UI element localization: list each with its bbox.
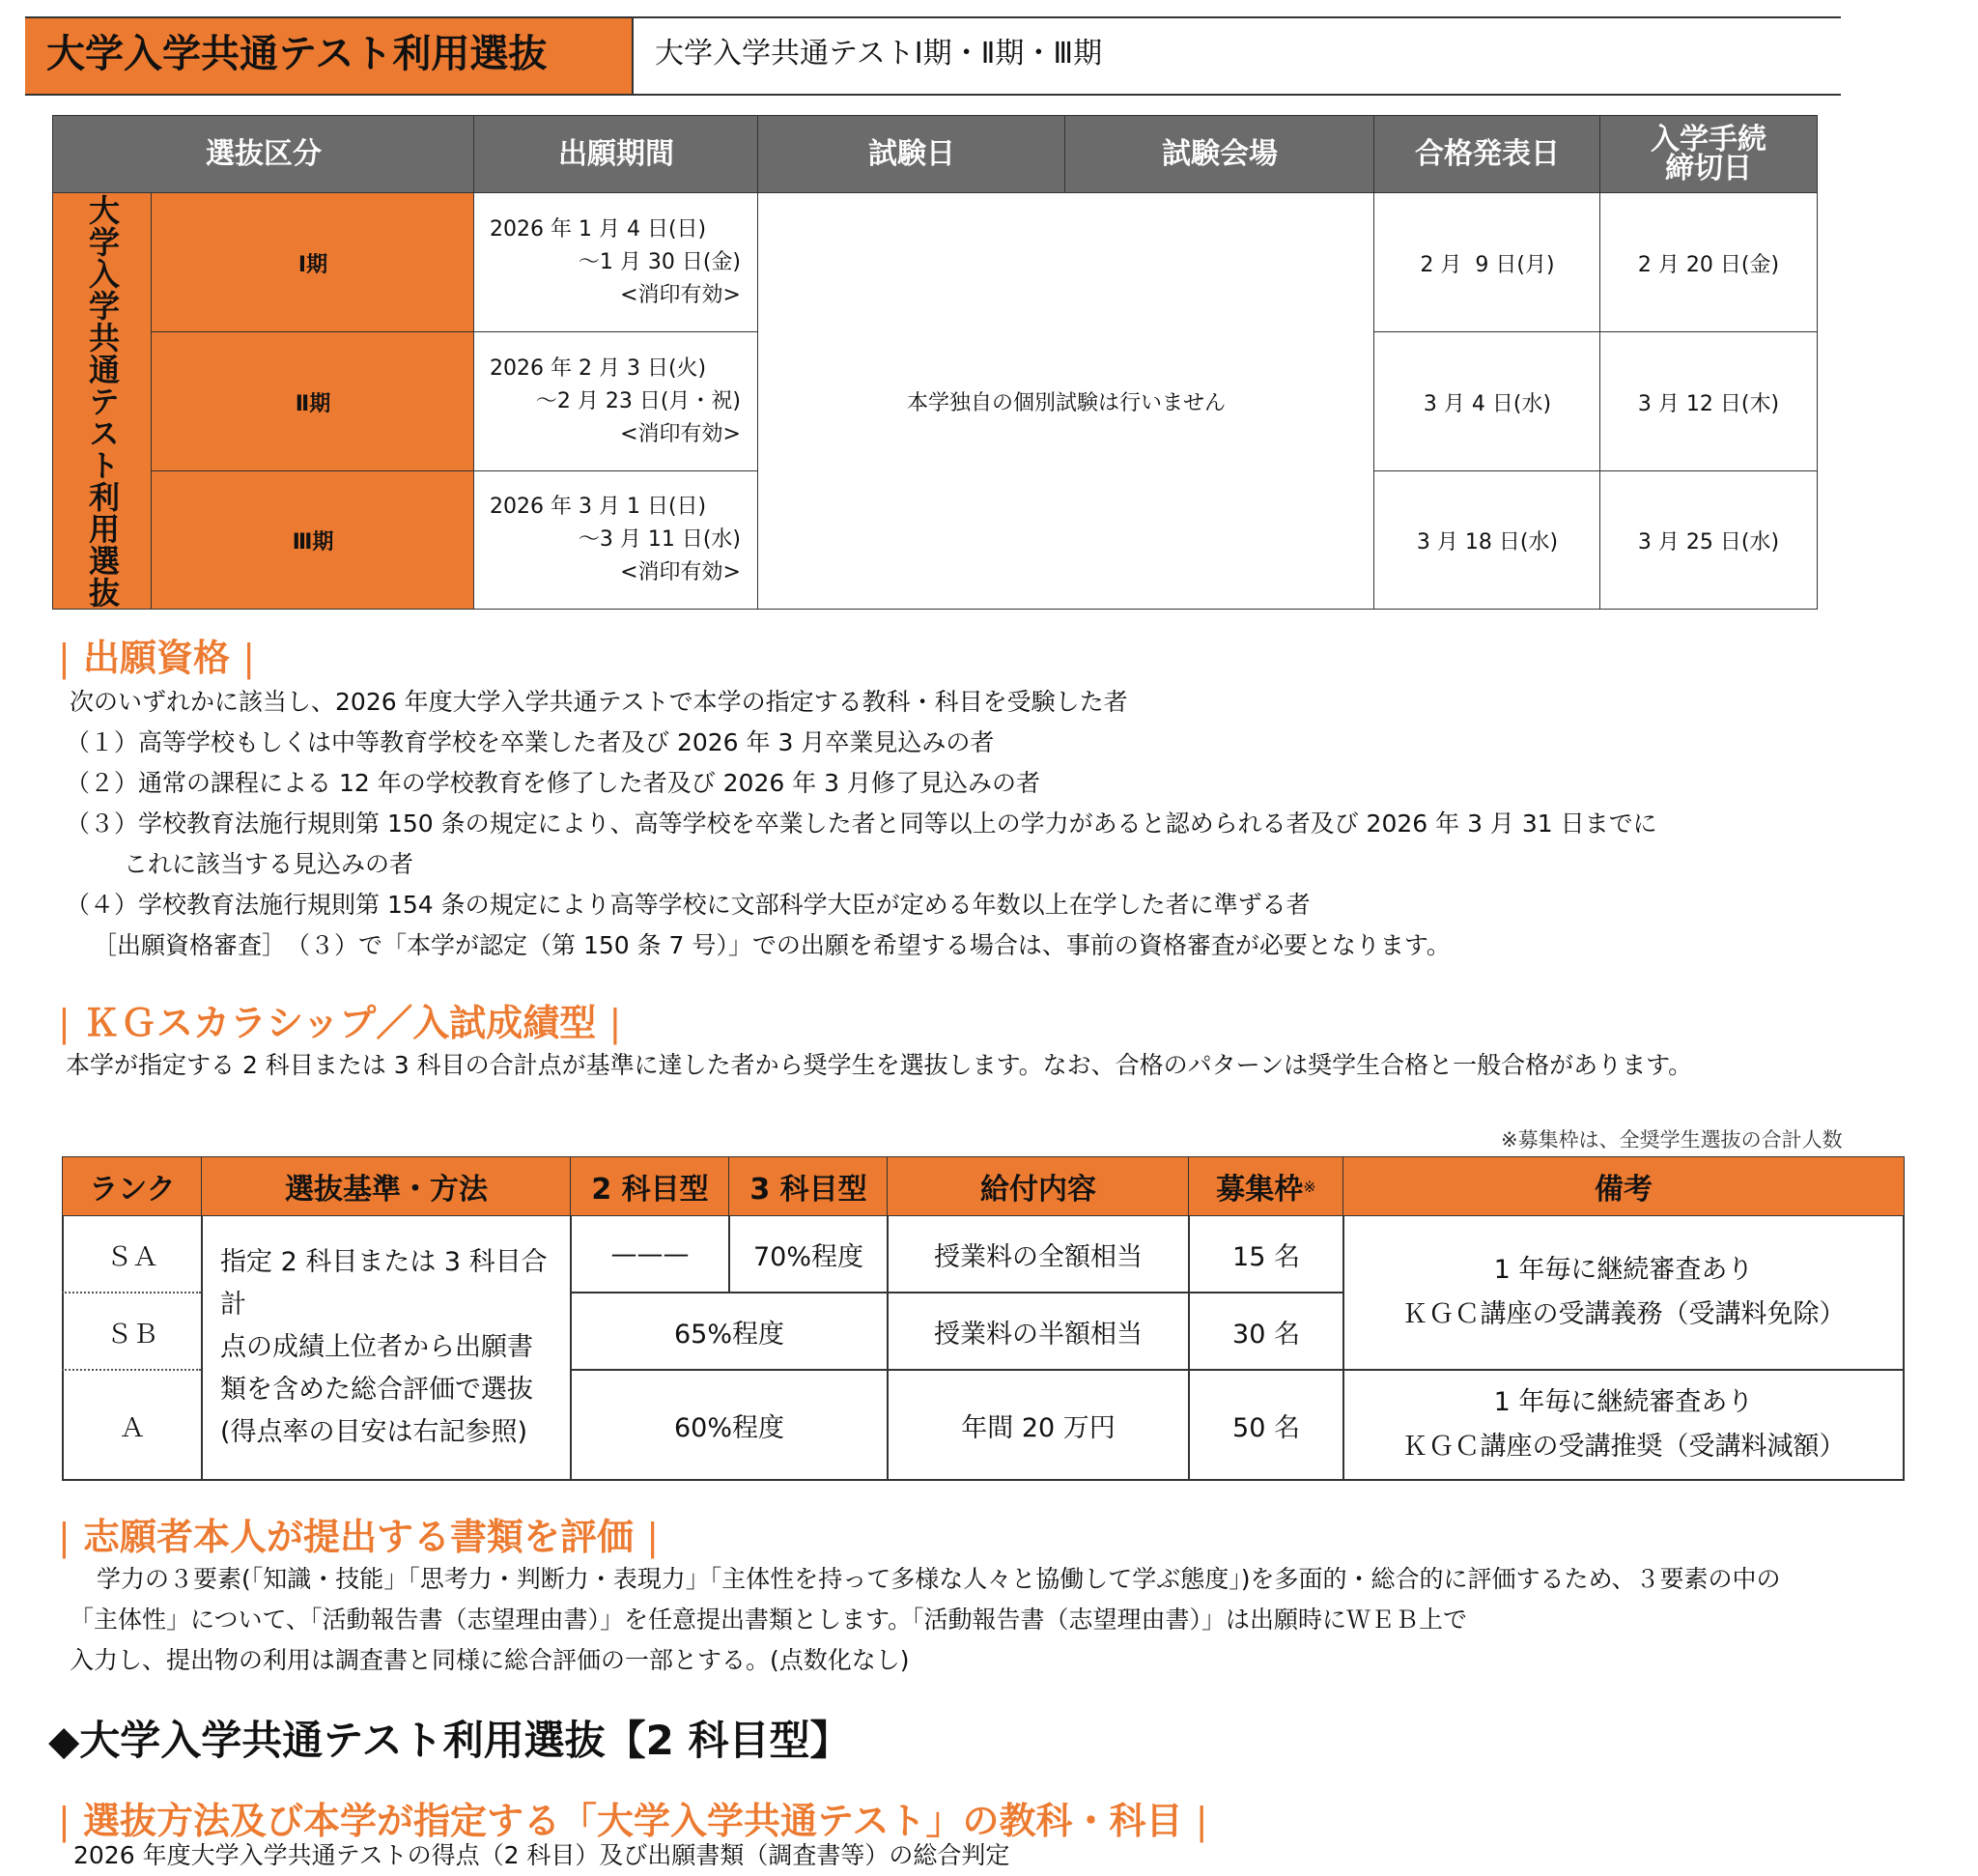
remark-line: 1 年毎に継続審査あり [1493, 1387, 1754, 1417]
documents-heading [58, 1515, 659, 1559]
rank-sa: ＳＡ [64, 1216, 201, 1292]
header-selection-category: 選抜区分 [52, 115, 475, 194]
application-period-1 [473, 192, 759, 333]
postmark-note-3: <消印有効> [620, 560, 741, 584]
remark-line: ＫＧＣ講座の受講義務（受講料免除） [1401, 1299, 1846, 1329]
col-remarks: 備考 [1342, 1156, 1905, 1216]
header-enrollment-deadline: 入学手続 締切日 [1599, 115, 1818, 194]
criteria-line: (得点率の目安は右記参照) [220, 1417, 528, 1447]
exam-note: 本学独自の個別試験は行いません [906, 390, 1226, 415]
exam-note-cell [757, 192, 1375, 610]
header-result-date: 合格発表日 [1373, 115, 1601, 194]
scholarship-heading-text: ＫＧスカラシップ／入試成績型 [83, 1002, 597, 1044]
sa-three-subject: 70%程度 [730, 1216, 887, 1292]
sb-quota: 30 名 [1190, 1293, 1342, 1369]
result-date-3: 3 月 18 日(水) [1373, 470, 1601, 610]
criteria-line: 点の成績上位者から出願書 [220, 1332, 533, 1362]
header-application-period: 出願期間 [473, 115, 759, 194]
apply-start-1: 2026 年 1 月 4 日(日) [490, 217, 707, 242]
eligibility-item-3: （３）学校教育法施行規則第 150 条の規定により、高等学校を卒業した者と同等以上の学力があると認められる者及び 2026 年 3 月 31 日までに [66, 810, 1657, 838]
scholarship-description: 本学が指定する 2 科目または 3 科目の合計点が基準に達した者から奨学生を選抜します。なお、合格のパターンは奨学生合格と一般合格があります。 [66, 1051, 1693, 1079]
two-subject-text: 2026 年度大学入学共通テストの得点（2 科目）及び出願書類（調査書等）の総合判定 [73, 1841, 1010, 1869]
sa-benefit: 授業料の全額相当 [889, 1216, 1188, 1292]
deadline-1: 2 月 20 日(金) [1599, 192, 1818, 333]
criteria-line: 類を含めた総合評価で選抜 [220, 1375, 533, 1405]
remark-line: ＫＧＣ講座の受講推奨（受講料減額） [1401, 1432, 1846, 1462]
eligibility-heading [58, 636, 255, 680]
deadline-2: 3 月 12 日(木) [1599, 331, 1818, 472]
apply-end-3: ～3 月 11 日(水) [578, 527, 741, 552]
result-date-2: 3 月 4 日(水) [1373, 331, 1601, 472]
a-score-rate: 60%程度 [572, 1371, 887, 1479]
col-two-subject: 2 科目型 [570, 1156, 730, 1216]
quota-footnote-mark: ※ [1303, 1177, 1316, 1196]
apply-start-2: 2026 年 2 月 3 日(火) [490, 356, 707, 381]
rank-sb: ＳＢ [64, 1293, 201, 1369]
header-exam-date: 試験日 [757, 115, 1066, 194]
apply-start-3: 2026 年 3 月 1 日(日) [490, 495, 707, 519]
two-subject-subheading-text: 選抜方法及び本学が指定する「大学入学共通テスト」の教科・科目 [83, 1800, 1183, 1842]
result-date-1: 2 月 9 日(月) [1373, 192, 1601, 333]
sa-quota: 15 名 [1190, 1216, 1342, 1292]
col-benefit: 給付内容 [887, 1156, 1190, 1216]
table-border [62, 1479, 1905, 1481]
heading-bar-left: | [58, 1516, 71, 1558]
remark-sa-sb [1344, 1216, 1903, 1369]
two-subject-heading: ◆大学入学共通テスト利用選抜【2 科目型】 [48, 1717, 851, 1764]
documents-line-2: 「主体性」について、「活動報告書（志望理由書）」を任意提出書類とします。「活動報告書（志望理由書）」は出願時にＷＥＢ上で [70, 1606, 1468, 1634]
header-exam-venue: 試験会場 [1064, 115, 1375, 194]
criteria-line: 指定 2 科目または 3 科目合計 [220, 1247, 548, 1320]
sb-score-rate: 65%程度 [572, 1293, 887, 1369]
documents-heading-text: 志願者本人が提出する書類を評価 [83, 1516, 635, 1558]
heading-bar-right: | [242, 637, 256, 679]
col-criteria: 選抜基準・方法 [201, 1156, 572, 1216]
scholarship-footnote: ※募集枠は、全奨学生選抜の合計人数 [1501, 1128, 1843, 1151]
heading-bar-left: | [58, 1800, 71, 1842]
scholarship-heading [58, 1001, 621, 1045]
eligibility-item-4: （４）学校教育法施行規則第 154 条の規定により高等学校に文部科学大臣が定める年数以上在学した者に準ずる者 [66, 891, 1311, 919]
remark-line: 1 年毎に継続審査あり [1493, 1255, 1754, 1285]
heading-bar-right: | [608, 1002, 622, 1044]
documents-line-1: 学力の３要素(「知識・技能」「思考力・判断力・表現力」「主体性を持って多様な人々と協働して学ぶ態度」)を多面的・総合的に評価するため、３要素の中の [97, 1565, 1781, 1593]
col-three-subject: 3 科目型 [728, 1156, 889, 1216]
a-benefit: 年間 20 万円 [889, 1371, 1188, 1479]
col-quota-label: 募集枠 [1216, 1173, 1304, 1207]
apply-end-1: ～1 月 30 日(金) [578, 250, 741, 274]
eligibility-item-3-cont: これに該当する見込みの者 [124, 850, 414, 878]
page-subtitle: 大学入学共通テストⅠ期・Ⅱ期・Ⅲ期 [655, 37, 1103, 71]
col-quota [1188, 1156, 1344, 1216]
heading-bar-left: | [58, 637, 71, 679]
scholarship-table [62, 1156, 1905, 1481]
eligibility-item-1: （１）高等学校もしくは中等教育学校を卒業した者及び 2026 年 3 月卒業見込みの者 [66, 728, 995, 756]
a-quota: 50 名 [1190, 1371, 1342, 1479]
deadline-3: 3 月 25 日(水) [1599, 470, 1818, 610]
table-border [1903, 1215, 1905, 1481]
postmark-note-2: <消印有効> [620, 422, 741, 446]
period-2-label: Ⅱ期 [151, 331, 475, 472]
category-vertical-label: 大学入学共通テスト利用選抜 [84, 193, 121, 609]
application-period-2 [473, 331, 759, 472]
heading-bar-left: | [58, 1002, 71, 1044]
period-3-label: Ⅲ期 [151, 470, 475, 610]
schedule-table [52, 115, 1818, 610]
page-title: 大学入学共通テスト利用選抜 [46, 32, 548, 76]
eligibility-heading-text: 出願資格 [83, 637, 231, 679]
postmark-note-1: <消印有効> [620, 283, 741, 307]
eligibility-intro: 次のいずれかに該当し、2026 年度大学入学共通テストで本学の指定する教科・科目を受験した者 [70, 688, 1128, 716]
heading-bar-right: | [1195, 1800, 1208, 1842]
period-1-label: Ⅰ期 [151, 192, 475, 333]
header-bottom-rule [25, 94, 1841, 96]
apply-end-2: ～2 月 23 日(月・祝) [535, 389, 741, 413]
rank-a: Ａ [64, 1371, 201, 1479]
documents-line-3: 入力し、提出物の利用は調査書と同様に総合評価の一部とする。(点数化なし) [70, 1646, 910, 1674]
sa-two-subject: ——— [572, 1216, 728, 1292]
heading-bar-right: | [646, 1516, 660, 1558]
category-vertical-cell [52, 192, 153, 610]
application-period-3 [473, 470, 759, 610]
criteria-text [203, 1216, 570, 1479]
eligibility-item-2: （２）通常の課程による 12 年の学校教育を修了した者及び 2026 年 3 月修了見込みの者 [66, 769, 1041, 797]
remark-a [1344, 1371, 1903, 1479]
eligibility-note: ［出願資格審査］ （３）で「本学が認定（第 150 条 7 号）」での出願を希望する場合は、事前の資格審査が必要となります。 [93, 931, 1451, 959]
col-rank: ランク [62, 1156, 203, 1216]
sb-benefit: 授業料の半額相当 [889, 1293, 1188, 1369]
